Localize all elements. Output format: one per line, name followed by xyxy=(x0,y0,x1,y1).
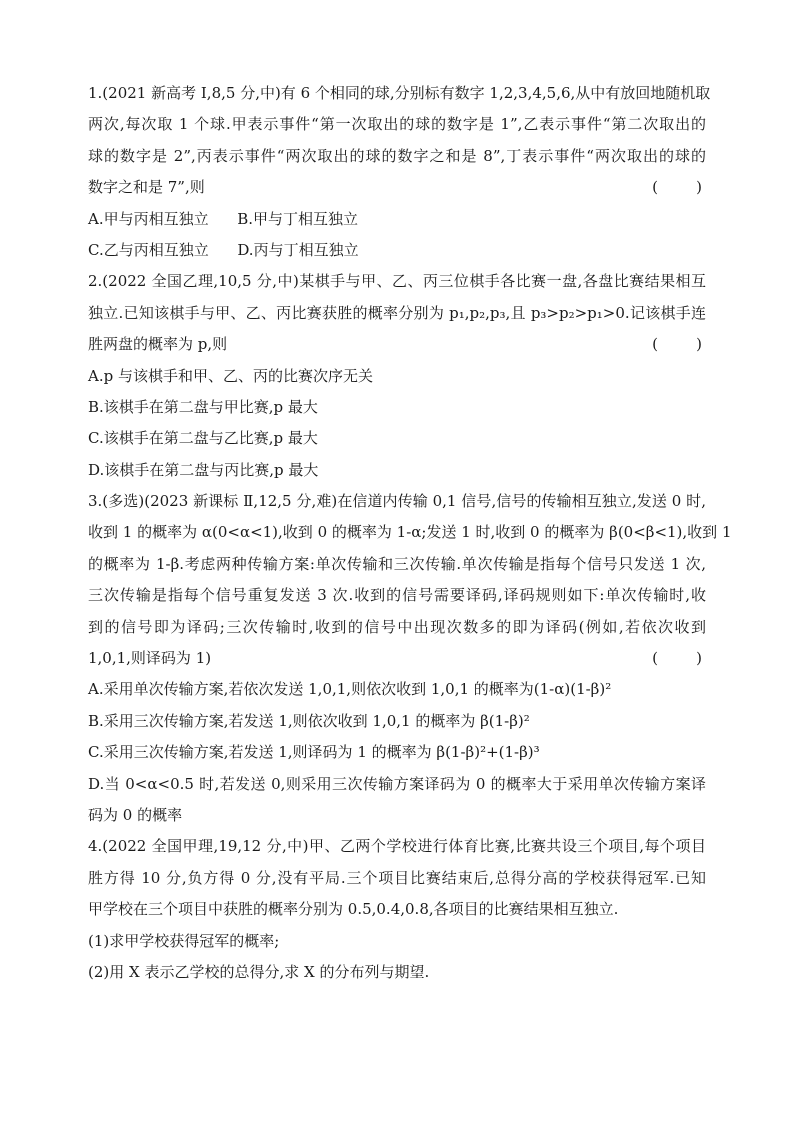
question-stem-end xyxy=(88,329,706,360)
question-text-line: 独立.已知该棋手与甲、乙、丙比赛获胜的概率分别为 p₁,p₂,p₃,且 p₃>p₂>p₁>0.记该棋手连 xyxy=(88,303,706,322)
option-d: D.该棋手在第二盘与丙比赛,p 最大 xyxy=(88,460,319,479)
question-text-line: 球的数字是 2”,丙表示事件“两次取出的球的数字之和是 8”,丁表示事件“两次取出的球的 xyxy=(88,146,706,165)
question-text-line: 收到 1 的概率为 α(0<α<1),收到 0 的概率为 1-α;发送 1 时,收到 0 的概率为 β(0<β<1),收到 1 xyxy=(88,523,732,542)
option-b: B.该棋手在第二盘与甲比赛,p 最大 xyxy=(88,397,318,416)
option-c: C.该棋手在第二盘与乙比赛,p 最大 xyxy=(88,429,318,448)
question-stem-end xyxy=(88,172,706,203)
question-4 xyxy=(88,831,706,988)
option-line: C.乙与丙相互独立 D.丙与丁相互独立 xyxy=(88,240,359,259)
answer-bracket: ( ) xyxy=(652,649,702,668)
question-text-line: 数字之和是 7”,则 xyxy=(88,178,205,197)
question-text-line: 1,0,1,则译码为 1) xyxy=(88,649,212,668)
option-line: A.甲与丙相互独立 B.甲与丁相互独立 xyxy=(88,209,359,228)
question-stem-end xyxy=(88,643,706,674)
option-d-continued: 码为 0 的概率 xyxy=(88,805,183,824)
answer-bracket: ( ) xyxy=(652,178,702,197)
option-a: A.采用单次传输方案,若依次发送 1,0,1,则依次收到 1,0,1 的概率为(1-α)(1-β)² xyxy=(88,680,612,699)
sub-question-2: (2)用 X 表示乙学校的总得分,求 X 的分布列与期望. xyxy=(88,962,430,981)
question-2 xyxy=(88,266,706,486)
question-text-line: 胜两盘的概率为 p,则 xyxy=(88,335,228,354)
question-text-line: 的概率为 1-β.考虑两种传输方案:单次传输和三次传输.单次传输是指每个信号只发送 1 次, xyxy=(88,554,706,573)
question-text-line: 两次,每次取 1 个球.甲表示事件“第一次取出的球的数字是 1”,乙表示事件“第二次取出的 xyxy=(88,115,706,134)
option-b: B.采用三次传输方案,若发送 1,则依次收到 1,0,1 的概率为 β(1-β)² xyxy=(88,711,530,730)
option-d: D.当 0<α<0.5 时,若发送 0,则采用三次传输方案译码为 0 的概率大于采用单次传输方案译 xyxy=(88,774,706,793)
question-list xyxy=(88,78,732,988)
sub-question-1: (1)求甲学校获得冠军的概率; xyxy=(88,931,280,950)
question-1 xyxy=(88,78,711,266)
option-c: C.采用三次传输方案,若发送 1,则译码为 1 的概率为 β(1-β)²+(1-β)³ xyxy=(88,743,540,762)
question-text-line: 3.(多选)(2023 新课标 Ⅱ,12,5 分,难)在信道内传输 0,1 信号,信号的传输相互独立,发送 0 时, xyxy=(88,492,706,511)
answer-bracket: ( ) xyxy=(652,335,702,354)
question-text-line: 1.(2021 新高考 Ⅰ,8,5 分,中)有 6 个相同的球,分别标有数字 1,2,3,4,5,6,从中有放回地随机取 xyxy=(88,84,711,102)
question-text-line: 到的信号即为译码;三次传输时,收到的信号中出现次数多的即为译码(例如,若依次收到 xyxy=(88,617,706,636)
question-text-line: 甲学校在三个项目中获胜的概率分别为 0.5,0.4,0.8,各项目的比赛结果相互独立. xyxy=(88,900,619,919)
question-text-line: 三次传输是指每个信号重复发送 3 次.收到的信号需要译码,译码规则如下:单次传输时,收 xyxy=(88,586,706,605)
question-text-line: 4.(2022 全国甲理,19,12 分,中)甲、乙两个学校进行体育比赛,比赛共设三个项目,每个项目 xyxy=(88,837,706,856)
question-text-line: 胜方得 10 分,负方得 0 分,没有平局.三个项目比赛结束后,总得分高的学校获得冠军.已知 xyxy=(88,868,706,887)
option-a: A.p 与该棋手和甲、乙、丙的比赛次序无关 xyxy=(88,366,373,385)
question-3 xyxy=(88,486,732,831)
question-text-line: 2.(2022 全国乙理,10,5 分,中)某棋手与甲、乙、丙三位棋手各比赛一盘,各盘比赛结果相互 xyxy=(88,272,706,291)
